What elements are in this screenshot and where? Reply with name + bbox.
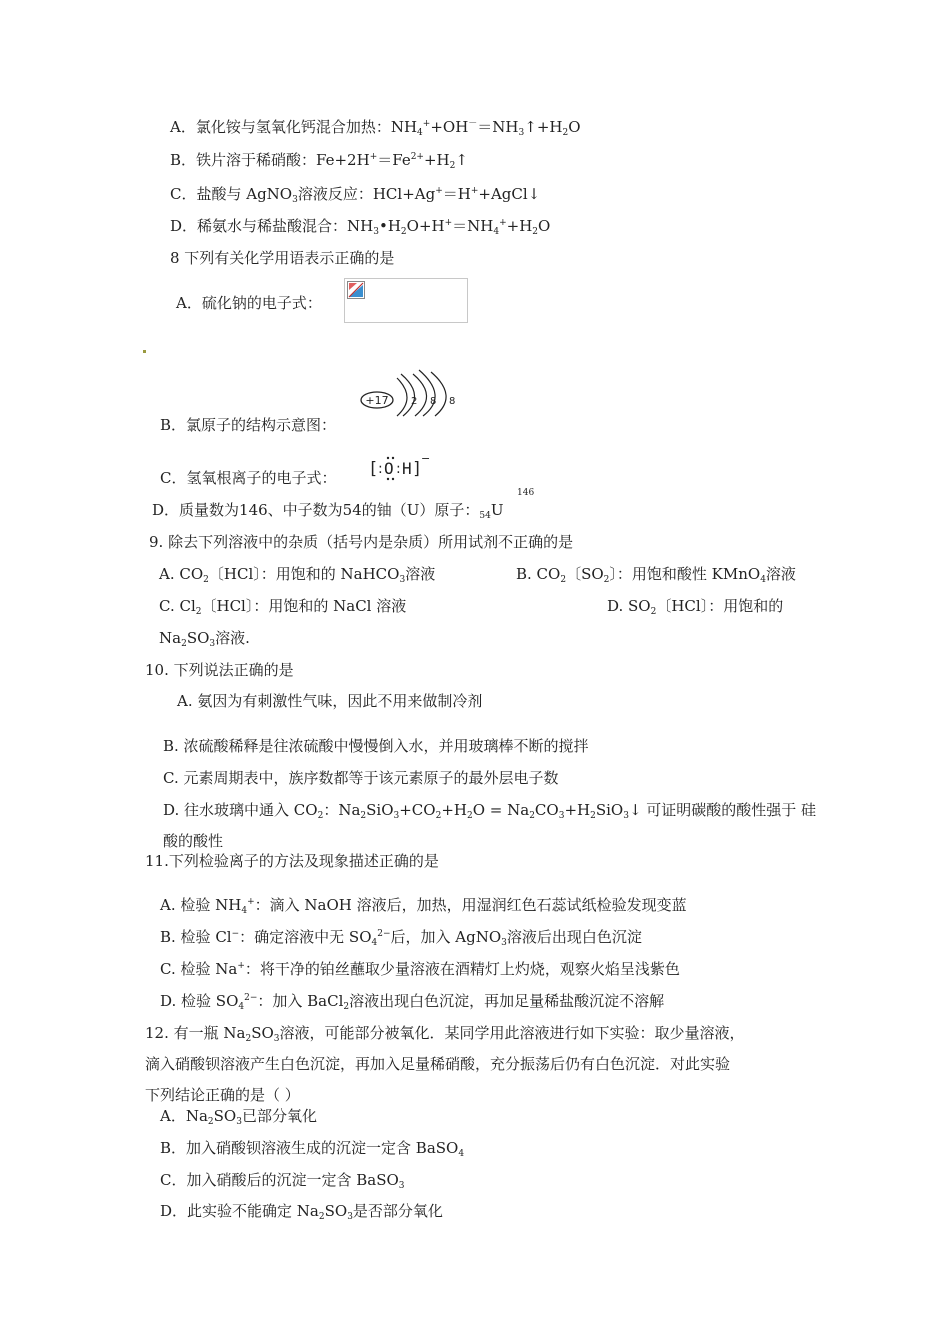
q9-option-c: C. $Cl_2$〔HCl〕：用饱和的 NaCl 溶液 <box>159 597 407 617</box>
q12-stem-line-3: 下列结论正确的是（ ） <box>145 1086 300 1104</box>
broken-image-placeholder <box>344 278 468 323</box>
q8-option-a: A．硫化钠的电子式： <box>176 294 322 312</box>
q12-option-d: D．此实验不能确定 $Na_2SO_3$是否部分氧化 <box>160 1202 443 1222</box>
q12-option-b: B．加入硝酸钡溶液生成的沉淀一定含 BaSO$_4$ <box>160 1139 465 1159</box>
q8-option-c: C．氢氧根离子的电子式： <box>160 469 337 487</box>
q7-option-a: A．氯化铵与氢氧化钙混合加热：$NH_4^++OH^-=NH_3↑+H_2O$ <box>170 118 581 138</box>
q9-option-b: B. $CO_2$〔$SO_2$〕：用饱和酸性 KMnO$_4$溶液 <box>516 565 796 585</box>
q9-option-a: A. $CO_2$〔HCl〕：用饱和的 NaHCO$_3$溶液 <box>159 565 436 585</box>
q7-option-d: D．稀氨水与稀盐酸混合：$NH_3•H_2O+H^+=NH_4^++H_2O$ <box>170 217 551 237</box>
charge-sign: − <box>421 452 431 465</box>
uranium-atomic-number: 54 <box>479 511 491 521</box>
q8-option-d: D．质量数为146、中子数为54的铀（U）原子：$_{54}$U <box>152 501 504 521</box>
q9-stem: 9. 除去下列溶液中的杂质（括号内是杂质）所用试剂不正确的是 <box>149 533 574 551</box>
shell-3-count: 8 <box>449 396 456 407</box>
stray-dot <box>143 350 146 353</box>
oxygen-symbol: O <box>384 459 394 478</box>
q12-option-c: C．加入硝酸后的沉淀一定含 BaSO$_3$ <box>160 1171 405 1191</box>
oxygen-left-pair: : <box>378 461 383 477</box>
q7-option-b: B．铁片溶于稀硝酸：$Fe+2H^+=Fe^{2+}+H_2↑$ <box>170 151 468 171</box>
hydrogen-symbol: H <box>402 459 412 478</box>
broken-image-icon <box>347 281 365 299</box>
q11-option-a: A. 检验 $NH_4^+$：滴入 NaOH 溶液后，加热，用湿润红色石蕊试纸检验发现变蓝 <box>160 896 687 916</box>
q8-option-b: B．氯原子的结构示意图： <box>160 416 337 434</box>
q12-option-a: A．$Na_2SO_3$已部分氧化 <box>160 1107 317 1127</box>
q9-option-d-cont: $Na_2SO_3$溶液. <box>159 629 250 649</box>
q7-option-c: C．盐酸与 AgNO$_3$溶液反应：HCl+Ag+＝H++AgCl↓ <box>170 185 541 205</box>
shell-1-count: 2 <box>411 396 418 407</box>
q10-option-d: D. 往水玻璃中通入 $CO_2$：$Na_2SiO_3+CO_2+H_2O$ = $Na_2CO_3+H_2SiO_3↓$ 可证明碳酸的酸性强于 硅 <box>163 801 817 821</box>
q10-stem: 10. 下列说法正确的是 <box>145 661 294 679</box>
uranium-symbol: U <box>490 501 504 519</box>
q11-option-b: B. 检验 Cl−：确定溶液中无 $SO_4^{2-}$后，加入 AgNO$_3$溶液后出现白色沉淀 <box>160 928 642 948</box>
nucleus-charge: +17 <box>365 394 389 407</box>
q10-option-c: C. 元素周期表中，族序数都等于该元素原子的最外层电子数 <box>163 769 559 787</box>
q12-stem-line-1: 12. 有一瓶 $Na_2SO_3$溶液，可能部分被氧化．某同学用此溶液进行如下实验：取少量溶液， <box>145 1024 745 1044</box>
q9-option-d: D. $SO_2$〔HCl〕：用饱和的 <box>607 597 784 617</box>
uranium-mass-number: 146 <box>517 488 535 498</box>
bond-pair: : <box>396 461 401 477</box>
q11-stem: 11.下列检验离子的方法及现象描述正确的是 <box>145 852 439 870</box>
chlorine-atom-diagram <box>353 368 463 418</box>
shell-2-count: 8 <box>430 396 437 407</box>
q8-stem: 8 下列有关化学用语表示正确的是 <box>170 249 395 267</box>
q11-option-d: D. 检验 $SO_4^{2-}$：加入 BaCl$_2$溶液出现白色沉淀，再加足量稀盐酸沉淀不溶解 <box>160 992 665 1012</box>
q10-option-b: B. 浓硫酸稀释是往浓硫酸中慢慢倒入水，并用玻璃棒不断的搅拌 <box>163 737 589 755</box>
bracket-left: [ <box>368 459 379 479</box>
q10-option-a: A. 氨因为有刺激性气味，因此不用来做制冷剂 <box>177 692 483 710</box>
q10-option-d-cont: 酸的酸性 <box>163 832 224 850</box>
hydroxide-lewis-structure <box>368 452 432 486</box>
q11-option-c: C. 检验 Na+：将干净的铂丝蘸取少量溶液在酒精灯上灼烧，观察火焰呈浅紫色 <box>160 960 680 978</box>
q12-stem-line-2: 滴入硝酸钡溶液产生白色沉淀，再加入足量稀硝酸，充分振荡后仍有白色沉淀．对此实验 <box>145 1055 731 1073</box>
bracket-right: ] <box>412 459 423 479</box>
